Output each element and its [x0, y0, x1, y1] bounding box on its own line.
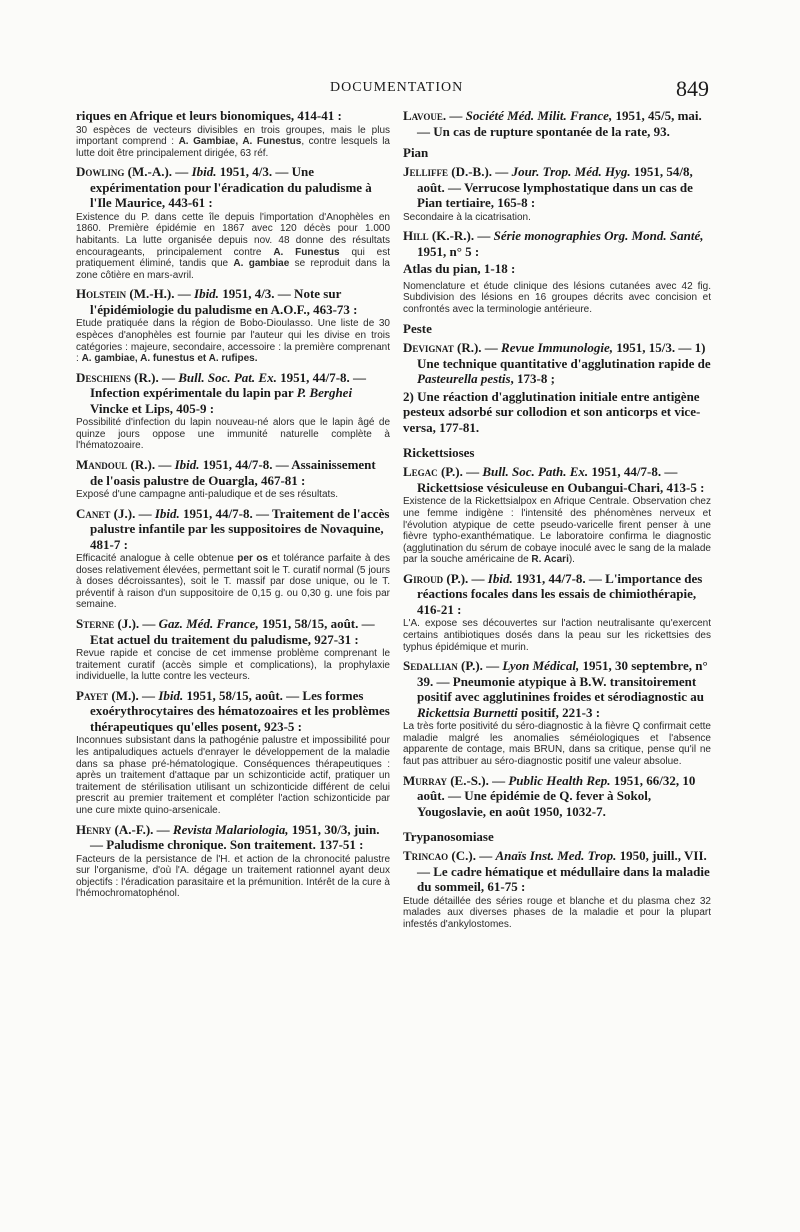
reference-entry — [76, 822, 390, 900]
reference-citation: Lavoue. — Société Méd. Milit. France, 1951, 45/5, mai. — Un cas de rupture spontanée de la rate, 93. — [403, 108, 702, 139]
reference-entry — [76, 164, 390, 281]
reference-entry — [76, 688, 390, 817]
reference-entry — [403, 848, 711, 930]
reference-citation: Holstein (M.-H.). — Ibid. 1951, 4/3. — Note sur l'épidémiologie du paludisme en A.O.F., 463-73 : — [76, 286, 358, 317]
section-heading: Trypanosomiase — [403, 829, 494, 845]
reference-continuation: 2) Une réaction d'agglutination initiale entre antigène pesteux adsorbé sur collodion et son anticorps et vice-versa, 177-81. — [403, 388, 701, 435]
reference-entry — [403, 571, 711, 653]
reference-abstract: Facteurs de la persistance de l'H. et action de la chronocité palustre sur l'organisme, d'où l'A. dégage un traitement rationnel ayant deux objectifs : l'éradication parasitaire et la prémunition. Intérêt de la cure à l'hémochromatophénol. — [76, 853, 390, 900]
reference-citation: Jelliffe (D.-B.). — Jour. Trop. Méd. Hyg. 1951, 54/8, août. — Verrucose lymphostatique dans un cas de Pian tertiaire, 165-8 : — [403, 164, 693, 210]
reference-citation: Sterne (J.). — Gaz. Méd. France, 1951, 58/15, août. — Etat actuel du traitement du paludisme, 927-31 : — [76, 616, 375, 647]
reference-entry — [76, 506, 390, 611]
reference-entry — [403, 108, 711, 139]
reference-abstract: Exposé d'une campagne anti-paludique et de ses résultats. — [76, 489, 339, 500]
reference-entry — [76, 370, 390, 452]
reference-citation: Hill (K.-R.). — Série monographies Org. Mond. Santé, 1951, n° 5 : — [403, 228, 704, 259]
left-column — [76, 108, 390, 1208]
reference-entry — [76, 108, 390, 159]
reference-entry — [403, 340, 711, 435]
reference-citation: Payet (M.). — Ibid. 1951, 58/15, août. — Les formes exoérythrocytaires des hématozoaires et les problèmes thérapeutiques qu'elles posent, 923-5 : — [76, 687, 390, 734]
reference-citation: Deschiens (R.). — Bull. Soc. Pat. Ex. 1951, 44/7-8. — Infection expérimentale du lapin par P. Berghei Vincke et Lips, 405-9 : — [76, 369, 367, 416]
reference-citation: Trincao (C.). — Anaïs Inst. Med. Trop. 1950, juill., VII. — Le cadre hématique et médullaire dans la maladie du sommeil, 61-75 : — [403, 848, 710, 895]
reference-abstract: Inconnues subsistant dans la pathogénie palustre et impossibilité pour les antipaludiques actuels d'enrayer le développement de la maladie dans sa phase pré-hématologique. Conséquences thérapeutiques : après un traitement d'attaque par un schizonticide actif, pratiquer un traitement de stérilisation utilisant un schizonticide différent de celui prescrit au premier traitement et compléter l'action schizonticide par une cure mixte quino-arsenicale. — [76, 735, 390, 816]
reference-abstract: Etude pratiquée dans la région de Bobo-Dioulasso. Une liste de 30 espèces d'anophèles est fournie par l'auteur qui les divise en trois catégories : majeure, secondaire, accessoire : la première comprenant : A. gambiae, A. funestus et A. rufipes. — [76, 318, 390, 365]
reference-entry — [403, 773, 711, 820]
reference-entry — [76, 286, 390, 364]
reference-abstract: Nomenclature et étude clinique des lésions cutanées avec 42 fig. Subdivision des lésions en 16 groupes décrits avec concision et confrontés avec la terminologie antérieure. — [403, 280, 711, 315]
section-heading: Peste — [403, 321, 432, 337]
reference-citation: Mandoul (R.). — Ibid. 1951, 44/7-8. — Assainissement de l'oasis palustre de Ouargla, 467-81 : — [76, 457, 376, 488]
section-heading: Pian — [403, 145, 429, 160]
page-header — [0, 76, 800, 102]
reference-citation: Henry (A.-F.). — Revista Malariologia, 1951, 30/3, juin. — Paludisme chronique. Son traitement. 137-51 : — [76, 821, 380, 852]
reference-citation: Murray (E.-S.). — Public Health Rep. 1951, 66/32, 10 août. — Une épidémie de Q. fever à Sokol, Yougoslavie, en août 1950, 1032-7. — [403, 772, 696, 819]
reference-abstract: Existence de la Rickettsialpox en Afrique Centrale. Observation chez une femme indigène : l'intensité des phénomènes nerveux et l'évolution atypique de cette pseudo-varicelle firent penser à une fièvre typho-exanthématique. Le laboratoire confirma le diagnostic (agglutination du sérum de cobaye inoculé avec le sang de la malade par la souche américaine de R. Acari). — [403, 496, 711, 566]
reference-abstract: Possibilité d'infection du lapin nouveau-né alors que le lapin âgé de quinze jours oppose une immunité naturelle complète à l'hématozoaire. — [76, 417, 390, 452]
reference-abstract: 30 espèces de vecteurs divisibles en trois groupes, mais le plus important comprend : A. Gambiae, A. Funestus, contre lesquels la lutte doit être principalement dirigée, 63 réf. — [76, 124, 390, 159]
reference-citation: Canet (J.). — Ibid. 1951, 44/7-8. — Traitement de l'accès palustre infantile par les suppositoires de Novaquine, 481-7 : — [76, 505, 390, 552]
page-number: 849 — [676, 76, 709, 101]
reference-abstract: Revue rapide et concise de cet immense problème comprenant le traitement curatif (accès simple et complications), la prophylaxie individuelle, la lutte contre les vecteurs. — [76, 648, 390, 683]
reference-abstract: Secondaire à la cicatrisation. — [403, 211, 531, 223]
reference-entry — [76, 457, 390, 501]
reference-citation: Legac (P.). — Bull. Soc. Path. Ex. 1951, 44/7-8. — Rickettsiose vésiculeuse en Oubangui-Chari, 413-5 : — [403, 464, 705, 495]
reference-citation: riques en Afrique et leurs bionomiques, 414-41 : — [76, 108, 342, 123]
reference-continuation: Atlas du pian, 1-18 : — [403, 261, 516, 277]
reference-abstract: Existence du P. dans cette île depuis l'importation d'Anophèles en 1860. Première épidémie en 1867 avec 120 décès pour 1.000 habitants. La lutte organisée depuis nov. 48 donne des résultats encourageants, principalement contre A. Funestus qui est pratiquement éliminé, tandis que A. gambiae se reproduit dans la zone côtière en mars-avril. — [76, 211, 390, 281]
reference-entry — [403, 228, 711, 315]
reference-abstract: L'A. expose ses découvertes sur l'action neutralisante qu'exercent certains antibiotiques dosés dans la peau sur les rickettsies des typhus épidémique et murin. — [403, 618, 711, 653]
reference-entry — [403, 658, 711, 767]
reference-entry — [76, 616, 390, 683]
reference-entry — [403, 164, 711, 223]
reference-citation: Devignat (R.). — Revue Immunologie, 1951, 15/3. — 1) Une technique quantitative d'agglutination rapide de Pasteurella pestis, 173-8 ; — [403, 340, 711, 387]
running-title: DOCUMENTATION — [330, 80, 464, 95]
section-heading: Rickettsioses — [403, 445, 475, 461]
reference-abstract: Etude détaillée des séries rouge et blanche et du plasma chez 32 malades aux diverses phases de la maladie et pour la plupart infestés d'ankylostomes. — [403, 895, 711, 930]
right-column — [403, 108, 711, 1208]
reference-entry — [403, 464, 711, 566]
reference-citation: Giroud (P.). — Ibid. 1931, 44/7-8. — L'importance des réactions focales dans les essais de chimiothérapie, 416-21 : — [403, 570, 703, 617]
reference-abstract: La très forte positivité du séro-diagnostic à la fièvre Q confirmait cette maladie malgré les anomalies séméiologiques et l'absence apparente de contage, mais BRUN, dans sa critique, pense qu'il ne faut pas attribuer au séro-diagnostic positif une valeur absolue. — [403, 721, 711, 767]
reference-citation: Dowling (M.-A.). — Ibid. 1951, 4/3. — Une expérimentation pour l'éradication du paludisme à l'Ile Maurice, 443-61 : — [76, 164, 372, 211]
reference-citation: Sedallian (P.). — Lyon Médical, 1951, 30 septembre, n° 39. — Pneumonie atypique à B.W. transitoirement positif avec agglutinines froides et sérodiagnostic au Rickettsia Burnetti positif, 221-3 : — [403, 658, 708, 720]
reference-abstract: Efficacité analogue à celle obtenue per os et tolérance parfaite à des doses relativement élevées, permettant soit le T. curatif normal (5 jours à doses décroissantes), soit le T. massif par dose unique, ou le T. préventif à raison d'un suppositoire de 0,15 g. ou 0,30 g. une fois par semaine. — [76, 553, 390, 611]
